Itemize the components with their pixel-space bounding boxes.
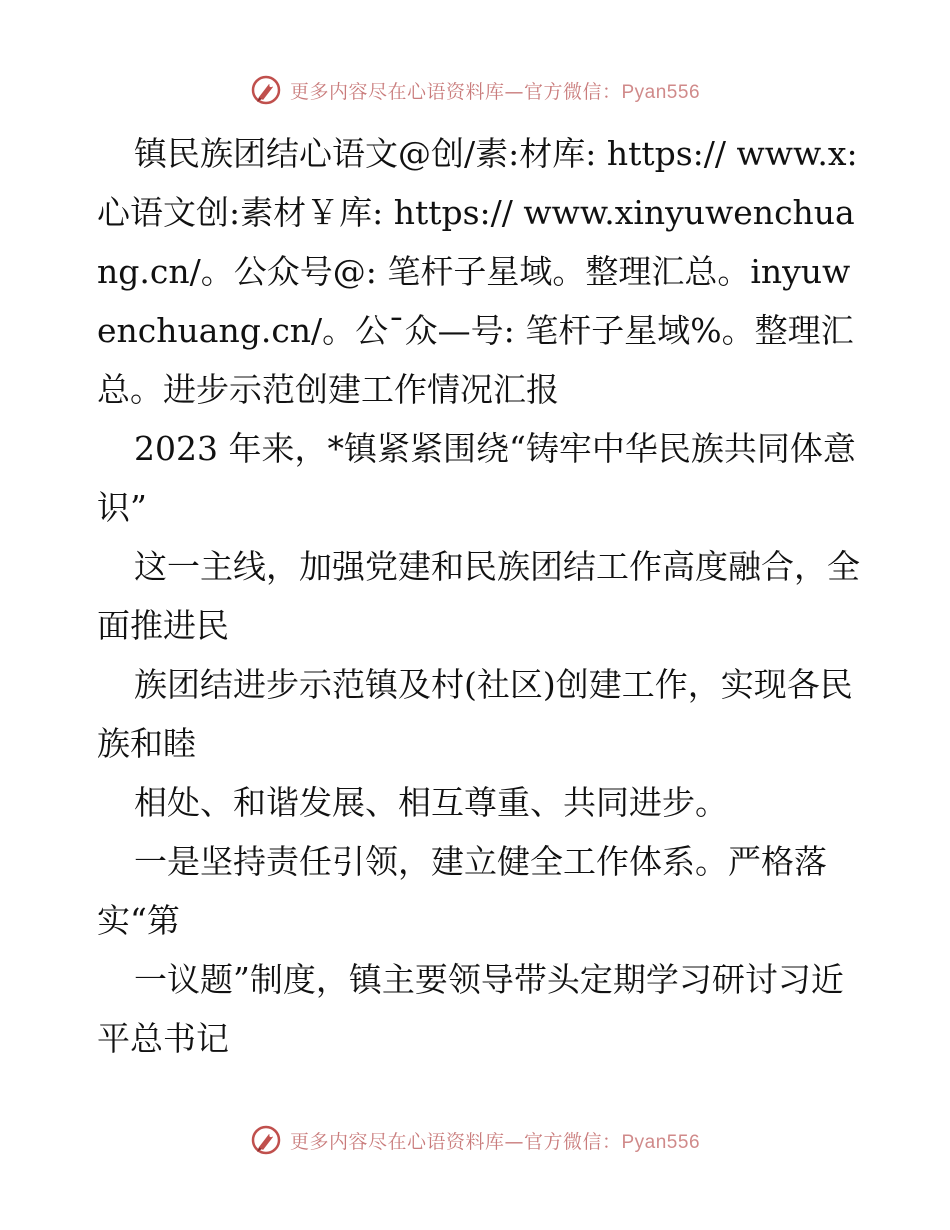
paragraph-7: 一议题”制度，镇主要领导带头定期学习研讨习近平总书记 bbox=[97, 960, 844, 1058]
paragraph-6: 一是坚持责任引领，建立健全工作体系。严格落实“第 bbox=[97, 842, 827, 940]
paragraph-3: 这一主线，加强党建和民族团结工作高度融合，全面推进民 bbox=[97, 547, 860, 645]
header-banner-contact: Pyan556 bbox=[621, 81, 701, 103]
paragraph-4: 族团结进步示范镇及村(社区)创建工作，实现各民族和睦 bbox=[97, 665, 853, 763]
paragraph-2: 2023 年来，*镇紧紧围绕“铸牢中华民族共同体意识” bbox=[97, 429, 856, 527]
document-body bbox=[97, 124, 867, 1068]
header-banner bbox=[0, 70, 950, 110]
paragraph-5: 相处、和谐发展、相互尊重、共同进步。 bbox=[134, 783, 728, 822]
header-banner-text bbox=[290, 77, 700, 104]
footer-banner-text bbox=[290, 1127, 700, 1154]
footer-banner bbox=[0, 1120, 950, 1160]
paragraph-title: 镇民族团结心语文@创/素:材库: https:// www.x:心语文创:素材￥库: https:// www.xinyuwenchuang.cn/。公众号@: 笔杆子星域。整理汇总。inyuwenchuang.cn/。公¯众—号: 笔杆子星域%。整理汇总。进步示范创建工作情况汇报 bbox=[97, 134, 858, 409]
pen-logo-icon bbox=[250, 1124, 282, 1156]
footer-banner-label: 更多内容尽在心语资料库—官方微信： bbox=[289, 1130, 622, 1153]
footer-banner-contact: Pyan556 bbox=[621, 1131, 701, 1153]
header-banner-label: 更多内容尽在心语资料库—官方微信： bbox=[289, 80, 622, 103]
pen-logo-icon bbox=[250, 74, 282, 106]
